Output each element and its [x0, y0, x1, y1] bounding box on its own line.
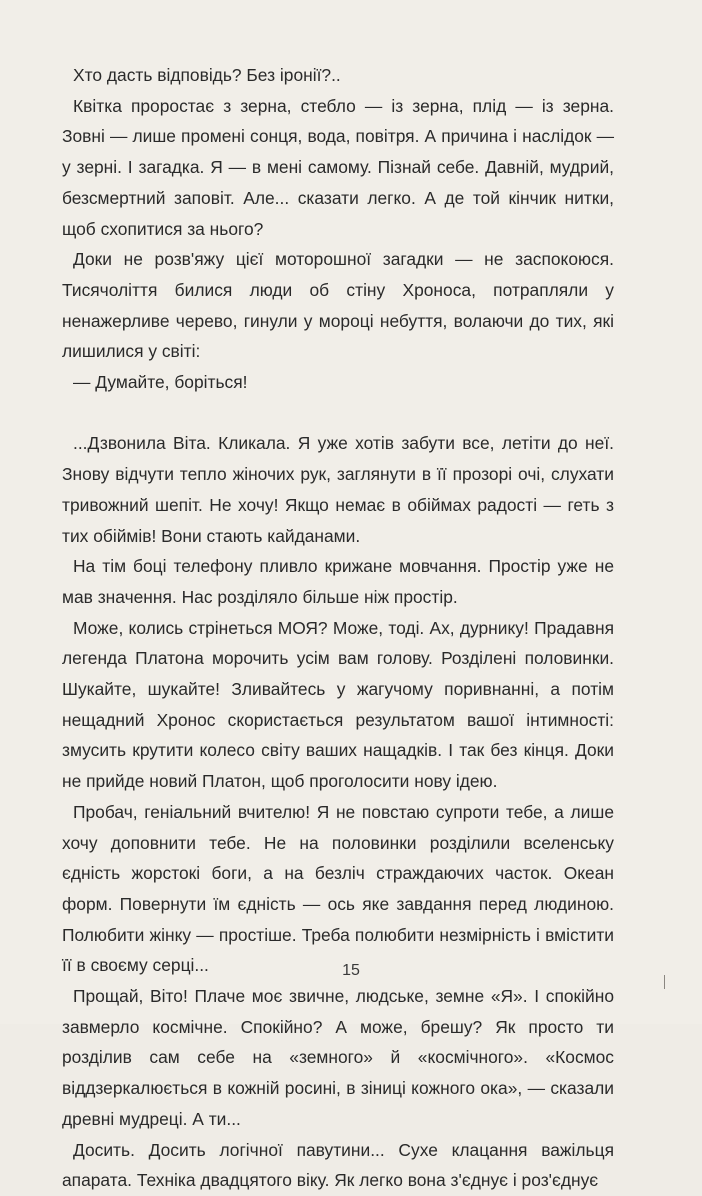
- paragraph: — Думайте, боріться!: [73, 372, 248, 393]
- paragraph: Пробач, геніальний вчителю! Я не повстаю супроти тебе, а лише хочу доповнити тебе. Не на половинки розділили вселенську єдність жорстокі боги, а на безліч страждаючих часток. Океан форм. Повернути їм єдність — ось яке завдання перед людиною. Полюбити жінку — простіше. Треба полюбити незмірність і вмістити її в своєму серці...: [62, 801, 614, 976]
- paragraph: ...Дзвонила Віта. Кликала. Я уже хотів забути все, летіти до неї. Знову відчути тепло жіночих рук, заглянути в її прозорі очі, слухати тривожний шепіт. Не хочу! Якщо немає в обіймах радості — геть з тих обіймів! Вони стають кайданами.: [62, 433, 614, 546]
- page-number: 15: [342, 962, 360, 979]
- paragraph: На тім боці телефону пливло крижане мовчання. Простір уже не мав значення. Нас розділяло більше ніж простір.: [62, 556, 614, 607]
- body-text: [62, 60, 614, 1196]
- section-break: [62, 398, 614, 429]
- paragraph: Прощай, Віто! Плаче моє звичне, людське, земне «Я». І спокійно завмерло космічне. Спокійно? А може, брешу? Як просто ти розділив сам себе на «земного» й «космічного». «Космос віддзеркалюється в кожній росині, в зіниці кожного ока», — сказали древні мудреці. А ти...: [62, 986, 614, 1129]
- paragraph: Може, колись стрінеться МОЯ? Може, тоді. Ах, дурнику! Прадавня легенда Платона морочить усім вам голову. Розділені половинки. Шукайте, шукайте! Зливайтесь у жагучому поривнанні, а потім нещадний Хронос скористається результатом вашої інтимності: змусить крутити колесо світу ваших нащадків. І так без кінця. Доки не прийде новий Платон, щоб проголосити нову ідею.: [62, 617, 614, 792]
- paragraph: Квітка проростає з зерна, стебло — із зерна, плід — із зерна. Зовні — лише промені сонця, вода, повітря. А причина і наслідок — у зерні. І загадка. Я — в мені самому. Пізнай себе. Давній, мудрий, безсмертний заповіт. Але... сказати легко. А де той кінчик нитки, щоб схопитися за нього?: [62, 95, 614, 239]
- paragraph: Досить. Досить логічної павутини... Сухе клацання важільця апарата. Техніка двадцятого віку. Як легко вона з'єднує і роз'єднує: [62, 1139, 614, 1191]
- paragraph: Доки не розв'яжу цієї моторошної загадки — не заспокоюся. Тисячоліття билися люди об стіну Хроноса, потрапляли у ненажерливе черево, гинули у мороці небуття, волаючи до тих, які лишилися у світі:: [62, 249, 614, 362]
- paragraph: Хто дасть відповідь? Без іронії?..: [73, 65, 341, 85]
- page-edge-mark: [664, 975, 665, 989]
